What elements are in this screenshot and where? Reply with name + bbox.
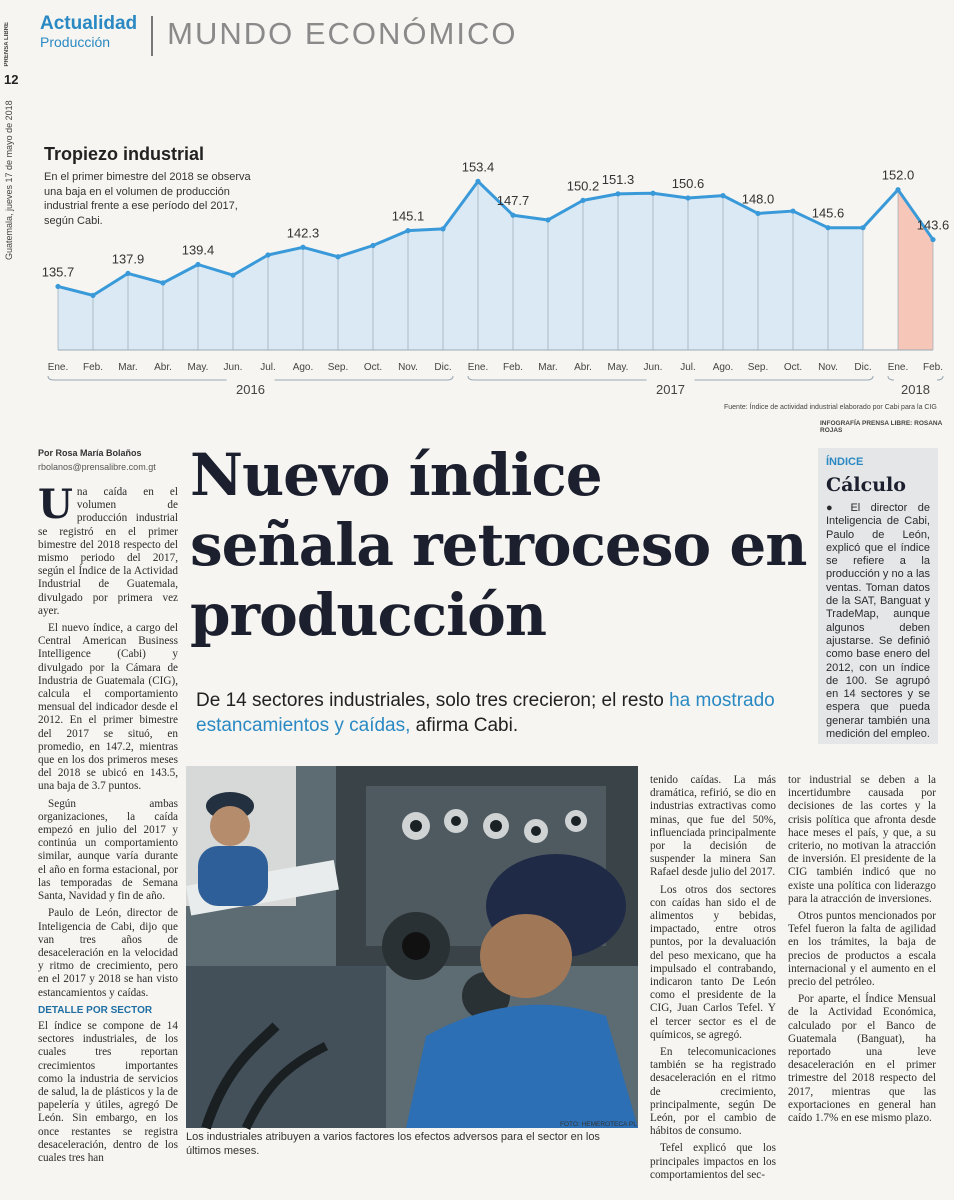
data-point	[440, 226, 445, 231]
index-sidebar-box	[818, 448, 938, 744]
byline: Por Rosa María Bolaños	[38, 448, 142, 458]
subhead-highlight: ha mostrado estancamientos y caídas,	[196, 690, 775, 736]
tick-label: Jul.	[260, 362, 276, 373]
photo-caption: Los industriales atribuyen a varios factores los efectos adversos para el sector en los últimos meses.	[186, 1131, 600, 1157]
tick-label: May.	[187, 362, 209, 373]
section-subtitle: DETALLE POR SECTOR	[38, 1004, 153, 1016]
article-column-2	[650, 774, 776, 1181]
paragraph: Otros puntos mencionados por Tefel fueron la falta de agilidad en los trámites, la baja de precios de productos a escala internacional y el aumento en el precio del petróleo.	[788, 910, 936, 989]
tick-label: Ene.	[47, 362, 69, 373]
tick-label: Jul.	[680, 362, 696, 373]
paragraph: Según ambas organizaciones, la caída empezó en julio del 2017 y continúa un comportamiento similar, aunque varía durante el año en forma estacional, por las temporadas de Semana Santa, Navidad y fin de año.	[38, 797, 178, 903]
data-label: 142.3	[286, 225, 320, 241]
data-label: 153.4	[461, 159, 495, 175]
data-point	[825, 225, 830, 230]
data-label: 137.9	[111, 251, 145, 267]
tick-label: Abr.	[154, 362, 172, 373]
data-point	[125, 271, 130, 276]
data-point	[160, 280, 165, 285]
tick-label: Sep.	[747, 362, 769, 373]
tick-label: Jun.	[223, 362, 243, 373]
data-point	[895, 187, 900, 192]
data-label: 150.2	[566, 178, 600, 194]
data-label: 150.6	[671, 176, 705, 191]
paragraph: En telecomunicaciones también se ha registrado desaceleración en el ritmo de crecimiento, principalmente, según De León, por el cambio de hábitos de consumo.	[650, 1046, 776, 1138]
factory-illustration	[186, 766, 638, 1128]
year-bracket	[48, 376, 453, 380]
page-number: 12	[4, 72, 19, 87]
data-label: 135.7	[41, 264, 75, 280]
chart-description: En el primer bimestre del 2018 se observa una baja en el volumen de producción industrial frente a ese período del 2017, según Cabi.	[44, 171, 251, 227]
data-label: 148.0	[741, 191, 775, 207]
tick-label: May.	[607, 362, 629, 373]
tick-label: Feb.	[82, 362, 104, 373]
paragraph: Tefel explicó que los principales impactos en los comportamientos del sec-	[650, 1142, 776, 1181]
paragraph	[38, 481, 178, 618]
data-label: 139.4	[181, 242, 215, 258]
data-point	[650, 191, 655, 196]
chart-title: Tropiezo industrial	[44, 144, 205, 164]
section-name: Actualidad	[40, 13, 138, 34]
tick-label: Mar.	[538, 362, 558, 373]
tick-label: Feb.	[502, 362, 524, 373]
data-point	[930, 237, 935, 242]
article-column-3	[788, 774, 936, 1174]
index-text: ● El director de Inteligencia de Cabi, Paulo de León, explicó que el índice se refiere a la producción y no a las ventas. Toman datos de la SAT, Banguat y TradeMap, aunque algunos deben ajustarse. Se definió como base enero del 2012, con un índice de 100. Se agrupó en 14 sectores y se espera que pueda generar también una medición del empleo.	[826, 502, 930, 741]
subhead-part-1: De 14 sectores industriales, solo tres crecieron; el resto	[196, 690, 664, 711]
page-section-title: MUNDO ECONÓMICO	[167, 16, 518, 51]
year-label: 2018	[901, 382, 930, 397]
tick-label: Oct.	[783, 362, 803, 373]
year-bracket	[888, 376, 943, 380]
data-point	[300, 245, 305, 250]
subheadline	[196, 688, 796, 738]
author-email: rbolanos@prensalibre.com.gt	[38, 462, 156, 472]
tick-label: Ene.	[467, 362, 489, 373]
article-column-1	[38, 481, 178, 1166]
paragraph: Paulo de León, director de Inteligencia de Cabi, dijo que van tres años de desaceleración en la velocidad y ritmo de crecimiento, pero en el 2017 y 2018 se han visto estancamientos y caídas.	[38, 907, 178, 999]
data-point	[230, 273, 235, 278]
tick-label: Jun.	[643, 362, 663, 373]
data-label: 147.7	[496, 193, 530, 209]
paragraph: El nuevo índice, a cargo del Central American Business Intelligence (Cabi) y divulgado por la Cámara de Industria de Guatemala (CIG), calcula el comportamiento mensual del indicador desde el 2012. En el primer bimestre del 2017 se situó, en promedio, en 147.2, mientras que en los dos primeros meses del 2018 se ubicó en 143.5, una baja de 3.7 puntos.	[38, 622, 178, 793]
chart-source: Fuente: Índice de actividad industrial elaborado por Cabi para la CIG	[724, 404, 937, 411]
data-label: 152.0	[881, 167, 915, 183]
paragraph: El índice se compone de 14 sectores industriales, de los cuales tres reportan crecimientos importantes como la industria de servicios de salud, la de plásticos y la de papelería y útiles, agregó De León. Sin embargo, en los once restantes se registra desaceleración, dentro de los cuales tres han	[38, 1019, 178, 1164]
subsection-name: Producción	[40, 34, 111, 50]
section-header	[40, 14, 517, 56]
paragraph: Por aparte, el Índice Mensual de la Actividad Económica, calculado por el Banco de Guatemala (Banguat), ha reportado una leve desaceleración en el primer trimestre del 2018 respecto del 2017, mientras que las exportaciones en general han caído 1.7% en ese mismo plazo.	[788, 993, 936, 1125]
data-point	[195, 262, 200, 267]
data-point	[510, 213, 515, 218]
year-label: 2016	[236, 382, 265, 397]
photo-credit: FOTO: HEMEROTECA PL	[560, 1121, 637, 1128]
index-title: Cálculo	[826, 474, 906, 496]
data-point	[475, 179, 480, 184]
tick-label: Nov.	[818, 362, 838, 373]
data-label: 143.6	[916, 217, 950, 233]
tick-label: Dic.	[854, 362, 872, 373]
tick-label: Ene.	[887, 362, 909, 373]
dateline: Guatemala, jueves 17 de mayo de 2018	[4, 100, 14, 260]
factory-photo	[186, 766, 638, 1128]
headline: Nuevo índice señala retroceso en producción	[190, 441, 807, 649]
paragraph: tor industrial se deben a la incertidumbre causada por decisiones de las cortes y la crisis política que afronta desde hace meses el país, y que, a su criterio, no motivan la atracción de inversión. El presidente de la CIG también indicó que no existe una política con liderazgo para la atracción de inversiones.	[788, 774, 936, 905]
data-point	[790, 208, 795, 213]
data-point	[90, 293, 95, 298]
data-point	[370, 243, 375, 248]
data-point	[335, 254, 340, 259]
tick-label: Ago.	[292, 362, 314, 373]
data-point	[265, 252, 270, 257]
tick-label: Feb.	[922, 362, 944, 373]
data-point	[720, 193, 725, 198]
brand-label: PRENSA LIBRE	[4, 22, 10, 67]
header-divider	[151, 16, 153, 56]
tick-label: Dic.	[434, 362, 452, 373]
index-tag: ÍNDICE	[826, 456, 864, 468]
subhead-part-2: afirma Cabi.	[410, 715, 519, 736]
paragraph-text: na caída en el volumen de producción industrial se registró en el primer bimestre del 2018 respecto del mismo periodo del 2017, según el Índice de la Actividad Industrial de Guatemala, divulgado por primera vez ayer.	[38, 486, 178, 617]
tick-label: Ago.	[712, 362, 734, 373]
data-point	[755, 211, 760, 216]
paragraph: Los otros dos sectores con caídas han sido el de alimentos y bebidas, impactado, entre otros puntos, por la devaluación del peso mexicano, que ha impulsado el contrabando, indicaron tanto De León como el presidente de la CIG, Juan Carlos Tefel. Y el tercer sector es el de químicos, se agregó.	[650, 883, 776, 1041]
chart-credit: INFOGRAFÍA PRENSA LIBRE: ROSANA ROJAS	[820, 420, 943, 434]
tick-label: Abr.	[574, 362, 592, 373]
tick-label: Oct.	[363, 362, 383, 373]
data-point	[615, 191, 620, 196]
data-label: 145.1	[391, 208, 425, 224]
data-point	[545, 217, 550, 222]
tick-label: Mar.	[118, 362, 138, 373]
data-point	[860, 225, 865, 230]
data-label: 145.6	[811, 205, 845, 221]
year-bracket	[468, 376, 873, 380]
year-label: 2017	[656, 382, 685, 397]
data-point	[55, 284, 60, 289]
data-point	[580, 198, 585, 203]
drop-cap: U	[38, 481, 73, 528]
data-label: 151.3	[601, 171, 635, 187]
data-point	[685, 195, 690, 200]
section-labels	[40, 14, 137, 50]
tick-label: Sep.	[327, 362, 349, 373]
data-point	[405, 228, 410, 233]
tick-label: Nov.	[398, 362, 418, 373]
paragraph: tenido caídas. La más dramática, refirió, se dio en industrias extractivas como minas, que fue del 50%, influenciada principalmente por la decisión de suspender la minera San Rafael desde julio del 2017.	[650, 774, 776, 879]
